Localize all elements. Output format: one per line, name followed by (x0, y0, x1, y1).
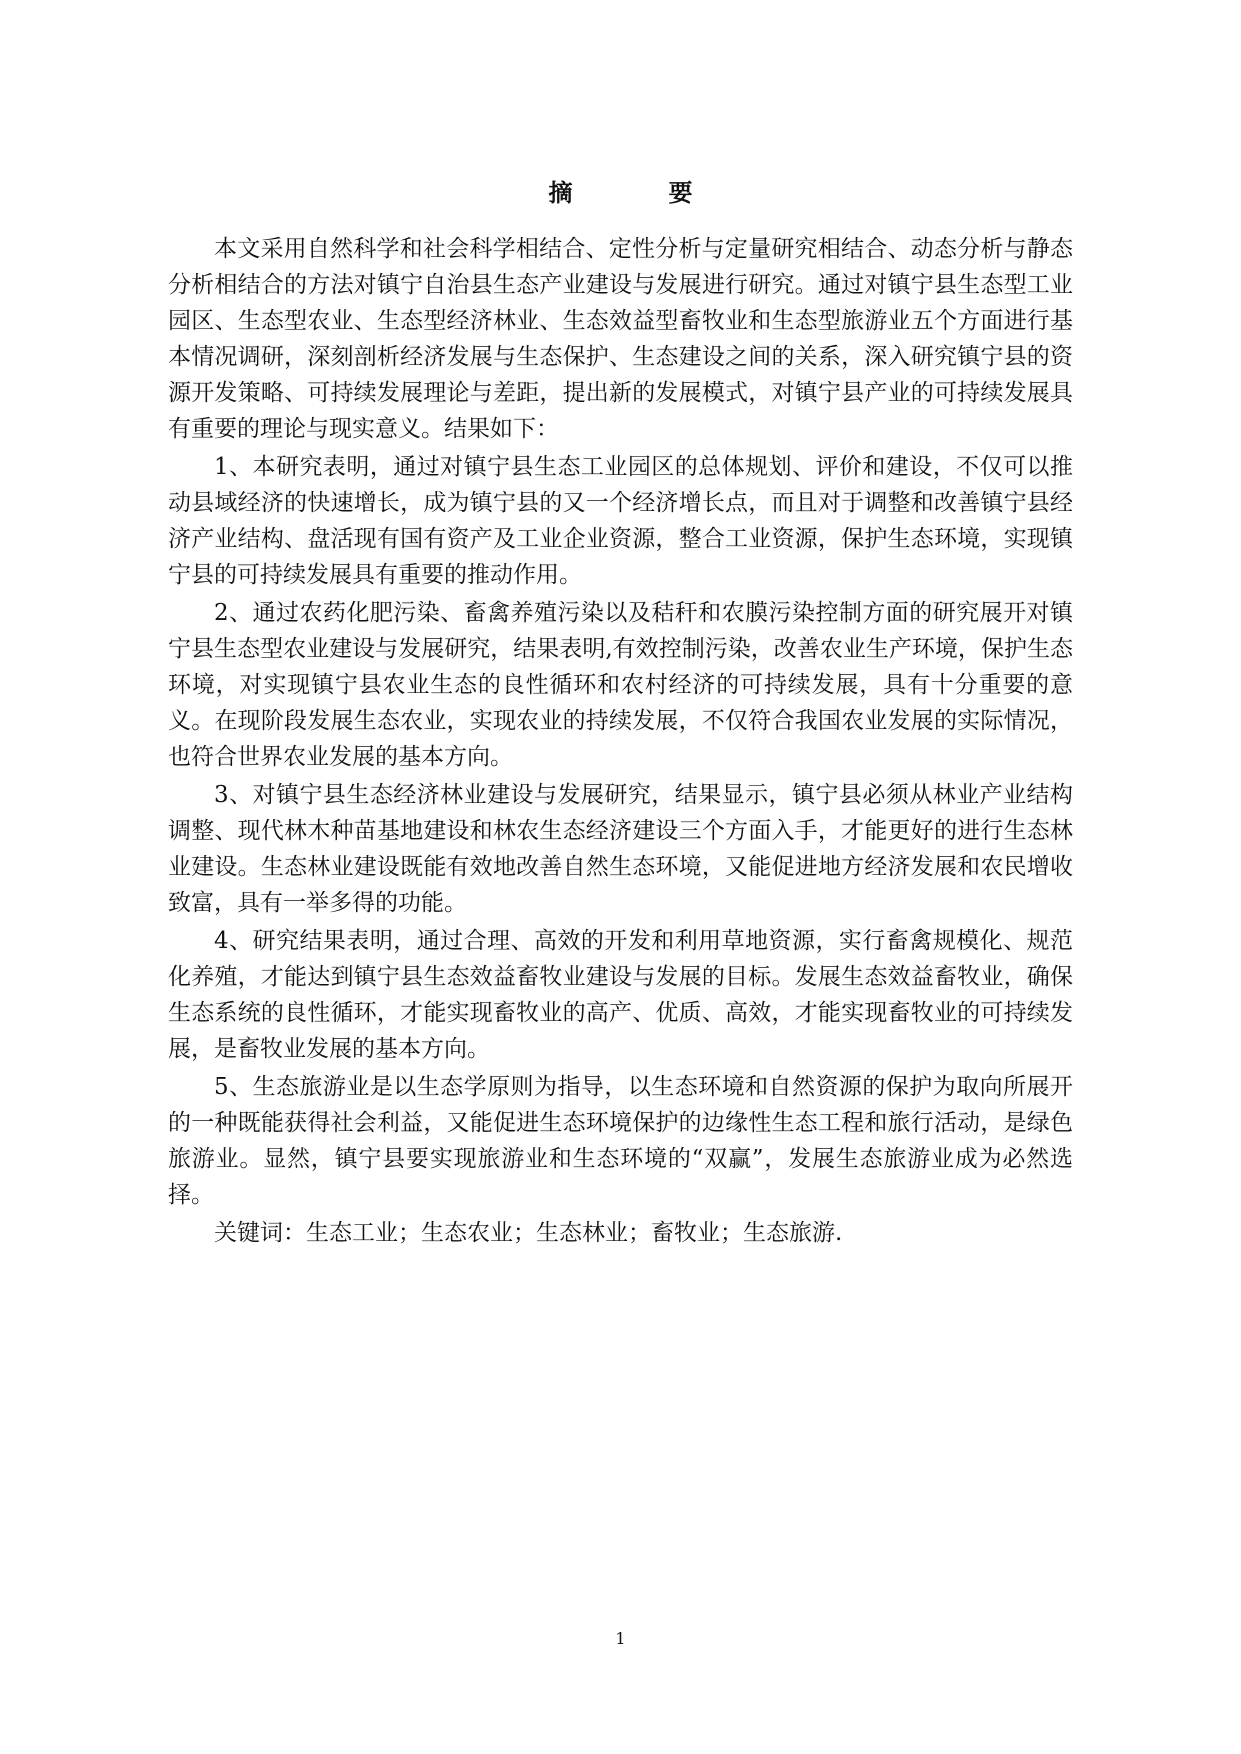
keywords-line: 关键词：生态工业；生态农业；生态林业；畜牧业；生态旅游. (214, 1220, 843, 1246)
finding-5-paragraph: 5、生态旅游业是以生态学原则为指导，以生态环境和自然资源的保护为取向所展开的一种既能获得社会利益，又能促进生态环境保护的边缘性生态工程和旅行活动，是绿色旅游业。显然，镇宁县要实现旅游业和生态环境的“双赢”，发展生态旅游业成为必然选择。 (168, 1074, 1073, 1208)
abstract-title: 摘 要 (548, 178, 729, 207)
page-number: 1 (615, 1629, 626, 1648)
abstract-intro-paragraph: 本文采用自然科学和社会科学相结合、定性分析与定量研究相结合、动态分析与静态分析相结合的方法对镇宁自治县生态产业建设与发展进行研究。通过对镇宁县生态型工业园区、生态型农业、生态型经济林业、生态效益型畜牧业和生态型旅游业五个方面进行基本情况调研，深刻剖析经济发展与生态保护、生态建设之间的关系，深入研究镇宁县的资源开发策略、可持续发展理论与差距，提出新的发展模式，对镇宁县产业的可持续发展具有重要的理论与现实意义。结果如下： (168, 236, 1073, 442)
finding-1-paragraph: 1、本研究表明，通过对镇宁县生态工业园区的总体规划、评价和建设，不仅可以推动县域经济的快速增长，成为镇宁县的又一个经济增长点，而且对于调整和改善镇宁县经济产业结构、盘活现有国有资产及工业企业资源，整合工业资源，保护生态环境，实现镇宁县的可持续发展具有重要的推动作用。 (168, 454, 1073, 588)
finding-2-paragraph: 2、通过农药化肥污染、畜禽养殖污染以及秸秆和农膜污染控制方面的研究展开对镇宁县生态型农业建设与发展研究，结果表明,有效控制污染，改善农业生产环境，保护生态环境，对实现镇宁县农业生态的良性循环和农村经济的可持续发展，具有十分重要的意义。在现阶段发展生态农业，实现农业的持续发展，不仅符合我国农业发展的实际情况，也符合世界农业发展的基本方向。 (168, 600, 1073, 770)
finding-4-paragraph: 4、研究结果表明，通过合理、高效的开发和利用草地资源，实行畜禽规模化、规范化养殖，才能达到镇宁县生态效益畜牧业建设与发展的目标。发展生态效益畜牧业，确保生态系统的良性循环，才能实现畜牧业的高产、优质、高效，才能实现畜牧业的可持续发展，是畜牧业发展的基本方向。 (168, 928, 1073, 1062)
abstract-body (168, 231, 1073, 1253)
finding-3-paragraph: 3、对镇宁县生态经济林业建设与发展研究，结果显示，镇宁县必须从林业产业结构调整、现代林木种苗基地建设和林农生态经济建设三个方面入手，才能更好的进行生态林业建设。生态林业建设既能有效地改善自然生态环境，又能促进地方经济发展和农民增收致富，具有一举多得的功能。 (168, 782, 1073, 916)
